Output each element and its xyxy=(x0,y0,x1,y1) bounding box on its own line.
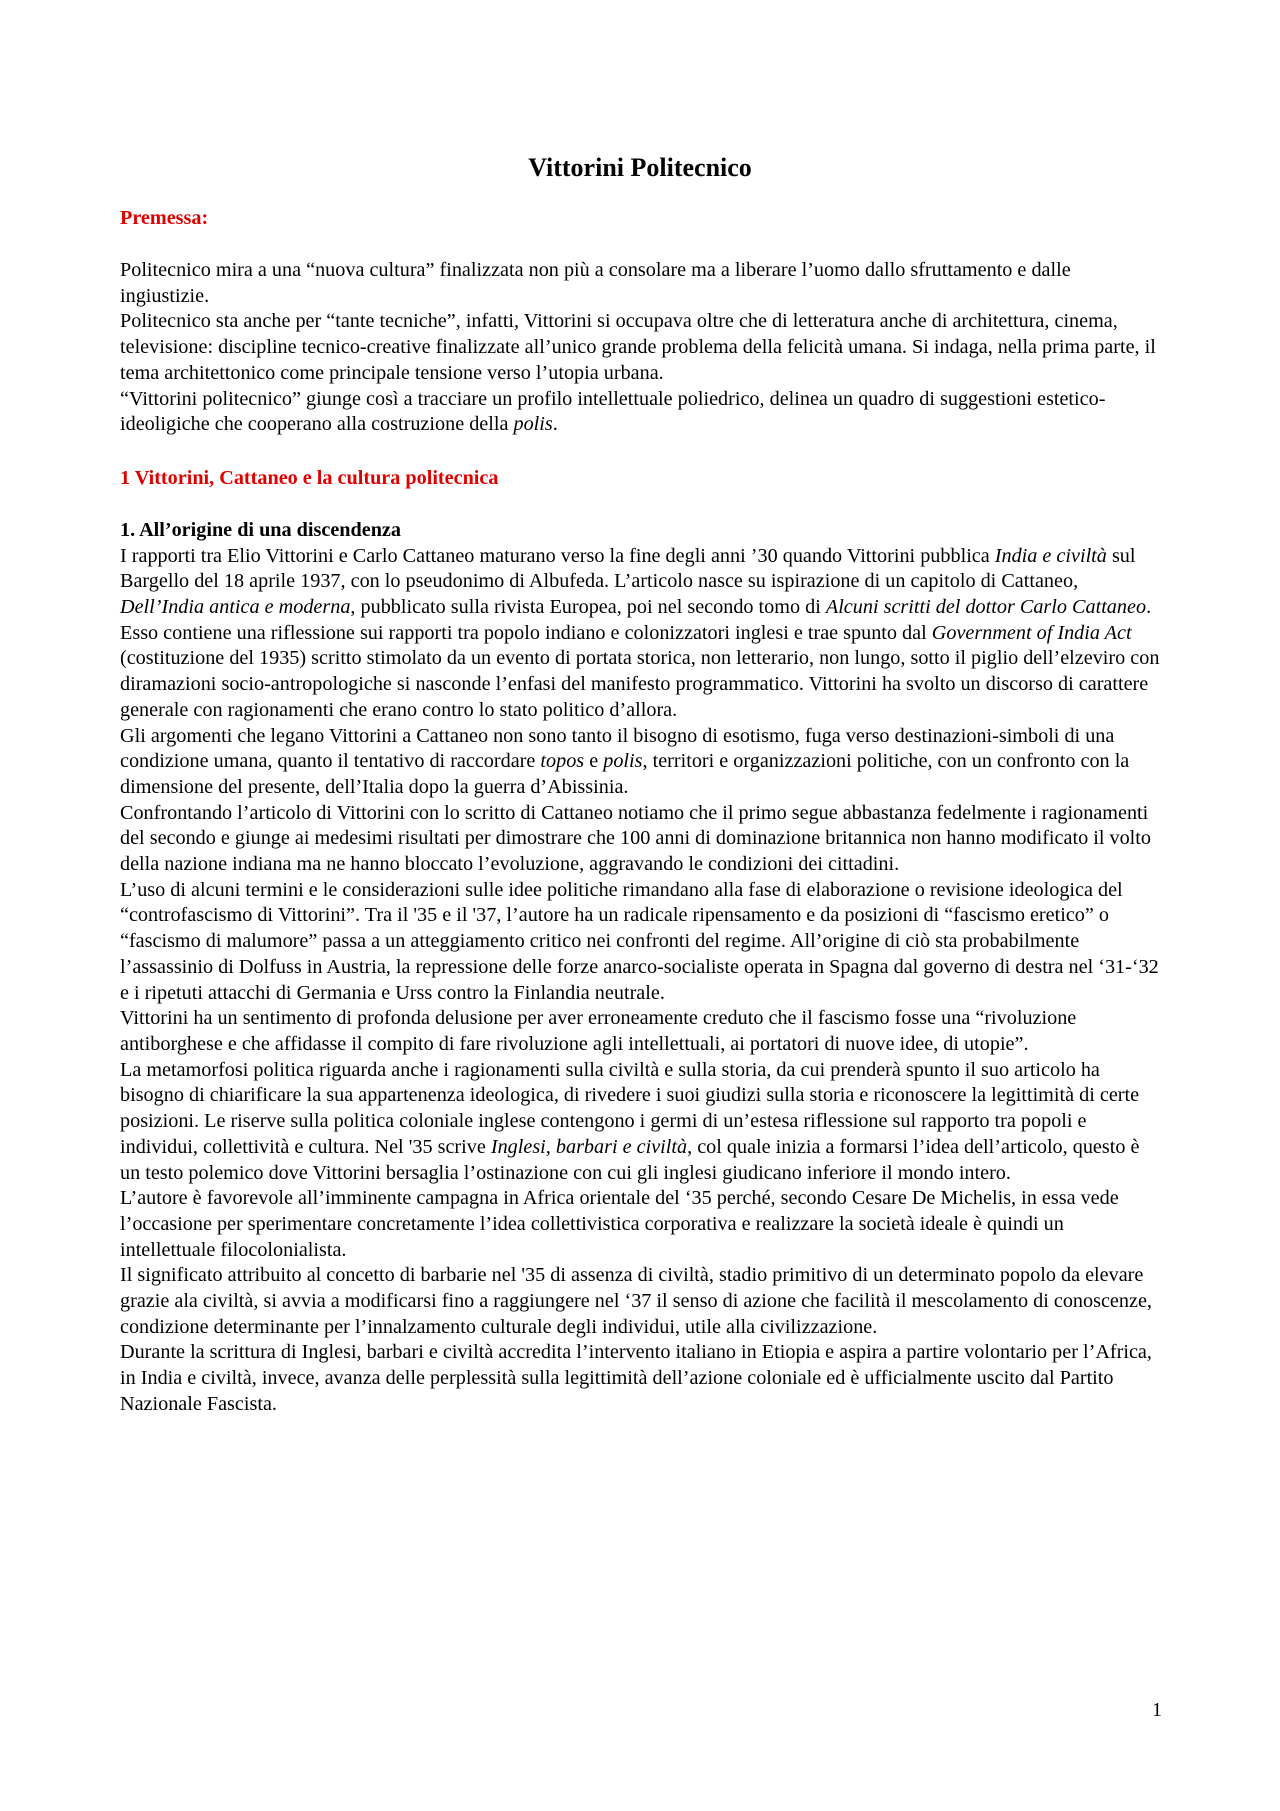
text-run: Confrontando l’articolo di Vittorini con lo scritto di Cattaneo notiamo che il primo segue abbastanza fedelmente i ragionamenti del secondo e giunge ai medesimi risultati per dimostrare che 100 anni di dominazione britannica non hanno modificato il volto della nazione indiana ma ne hanno bloccato l’evoluzione, aggravando le condizioni dei cittadini. xyxy=(120,801,1151,876)
text-run: I rapporti tra Elio Vittorini e Carlo Cattaneo maturano verso la fine degli anni ’30 quando Vittorini pubblica xyxy=(120,544,995,567)
premessa-section xyxy=(120,258,1160,438)
paragraph xyxy=(120,1186,1160,1263)
italic-text: Government of India Act xyxy=(931,621,1132,644)
text-run: (costituzione del 1935) scritto stimolato da un evento di portata storica, non letterario, non lungo, sotto il piglio dell’elzeviro con diramazioni socio-antropologiche si nasconde l’enfasi del manifesto programmatico. Vittorini ha svolto un discorso di carattere generale con ragionamenti che erano contro lo stato politico d’allora. xyxy=(120,647,1160,721)
text-run: Vittorini ha un sentimento di profonda delusione per aver erroneamente creduto che il fascismo fosse una “rivoluzione antiborghese e che affidasse il compito di fare rivoluzione agli intellettuali, ai portatori di nuove idee, di utopie”. xyxy=(120,1007,1077,1055)
text-run: L’uso di alcuni termini e le considerazioni sulle idee politiche rimandano alla fase di elaborazione o revisione ideologica del “controfascismo di Vittorini”. Tra il '35 e il '37, l’autore ha un radicale ripensamento e da posizioni di “fascismo eretico” o “fascismo di malumore” passa a un atteggiamento critico nei confronti del regime. All’origine di ciò sta probabilmente l’assassinio di Dolfuss in Austria, la repressione delle forze anarco-socialiste operata in Spagna dal governo di destra nel ‘31-‘32 e i ripetuti attacchi di Germania e Urss contro la Finlandia neutrale. xyxy=(120,878,1159,1004)
italic-text: polis xyxy=(603,750,643,773)
text-run: , territori e organizzazioni politiche, con un confronto con la dimensione del presente, dell’Italia dopo la guerra d’Abissinia. xyxy=(120,750,1130,798)
italic-text: polis xyxy=(513,413,553,436)
text-run: Gli argomenti che legano Vittorini a Cattaneo non sono tanto il bisogno di esotismo, fuga verso destinazioni-simboli di una condizione umana, quanto il tentativo di raccordare xyxy=(120,724,1115,773)
text-run: Politecnico sta anche per “tante tecniche”, infatti, Vittorini si occupava oltre che di letteratura anche di architettura, cinema, televisione: discipline tecnico-creative finalizzate all’unico grande problema della felicità umana. Si indaga, nella prima parte, il tema architettonico come principale tensione verso l’utopia urbana. xyxy=(120,310,1156,384)
text-run: , col quale inizia a formarsi l’idea dell’articolo, questo è un testo polemico dove Vittorini bersaglia l’ostinazione con cui gli inglesi giudicano inferiore il mondo intero. xyxy=(120,1135,1140,1184)
text-run: La metamorfosi politica riguarda anche i ragionamenti sulla civiltà e sulla storia, da cui prenderà spunto il suo articolo ha bisogno di chiarificare la sua appartenenza ideologica, di rivedere i suoi giudizi sulla storia e riconoscere la legittimità di certe posizioni. Le riserve sulla politica coloniale inglese contengono i germi di un’estesa riflessione sul rapporto tra popoli e individui, collettività e cultura. Nel '35 scrive xyxy=(120,1058,1140,1158)
italic-text: Alcuni scritti del dottor Carlo Cattaneo xyxy=(825,596,1147,619)
paragraph xyxy=(120,544,1160,724)
chapter-heading: 1 Vittorini, Cattaneo e la cultura politecnica xyxy=(120,466,499,489)
paragraph xyxy=(120,1340,1160,1417)
paragraph xyxy=(120,258,1160,309)
paragraph xyxy=(120,1058,1160,1187)
italic-text: Inglesi, barbari e civiltà xyxy=(490,1135,688,1158)
paragraph xyxy=(120,1263,1160,1340)
text-run: “Vittorini politecnico” giunge così a tracciare un profilo intellettuale poliedrico, delinea un quadro di suggestioni estetico-ideoligiche che cooperano alla costruzione della xyxy=(120,387,1106,436)
italic-text: Dell’India antica e moderna xyxy=(120,596,351,619)
paragraph xyxy=(120,387,1160,438)
paragraph xyxy=(120,724,1160,801)
text-run: . xyxy=(552,413,558,436)
paragraph xyxy=(120,878,1160,1007)
paragraph xyxy=(120,801,1160,878)
section-body xyxy=(120,544,1160,1418)
text-run: Durante la scrittura di Inglesi, barbari e civiltà accredita l’intervento italiano in Etiopia e aspira a partire volontario per l’Africa, in India e civiltà, invece, avanza delle perplessità sulla legittimità dell’azione coloniale ed è ufficialmente uscito dal Partito Nazionale Fascista. xyxy=(120,1341,1152,1415)
document-body xyxy=(120,205,1160,1418)
text-run: sul Bargello del 18 aprile 1937, con lo pseudonimo di Albufeda. L’articolo nasce su ispirazione di un capitolo di Cattaneo, xyxy=(120,544,1136,593)
text-run: e xyxy=(584,750,604,773)
italic-text: India e civiltà xyxy=(994,544,1107,567)
text-run: L’autore è favorevole all’imminente campagna in Africa orientale del ‘35 perché, secondo Cesare De Michelis, in essa vede l’occasione per sperimentare concretamente l’idea collettivistica corporativa e realizzare la società ideale è quindi un intellettuale filocolonialista. xyxy=(120,1187,1119,1261)
text-run: Il significato attribuito al concetto di barbarie nel '35 di assenza di civiltà, stadio primitivo di un determinato popolo da elevare grazie ala civiltà, si avvia a modificarsi fino a raggiungere nel ‘37 il senso di azione che facilità il mescolamento di conoscenze, condizione determinante per l’innalzamento culturale degli individui, utile alla civilizzazione. xyxy=(120,1264,1152,1338)
document-title: Vittorini Politecnico xyxy=(528,153,752,182)
paragraph xyxy=(120,1006,1160,1057)
premessa-heading: Premessa: xyxy=(120,207,209,229)
text-run: Politecnico mira a una “nuova cultura” finalizzata non più a consolare ma a liberare l’uomo dallo sfruttamento e dalle ingiustizie. xyxy=(120,259,1071,307)
page-number: 1 xyxy=(1152,1699,1162,1721)
text-run: , pubblicato sulla rivista Europea, poi nel secondo tomo di xyxy=(350,596,826,619)
text-run: . Esso contiene una riflessione sui rapporti tra popolo indiano e colonizzatori inglesi e trae spunto dal xyxy=(120,596,1152,644)
paragraph xyxy=(120,309,1160,386)
italic-text: topos xyxy=(540,750,585,773)
section-heading: 1. All’origine di una discendenza xyxy=(120,518,401,541)
